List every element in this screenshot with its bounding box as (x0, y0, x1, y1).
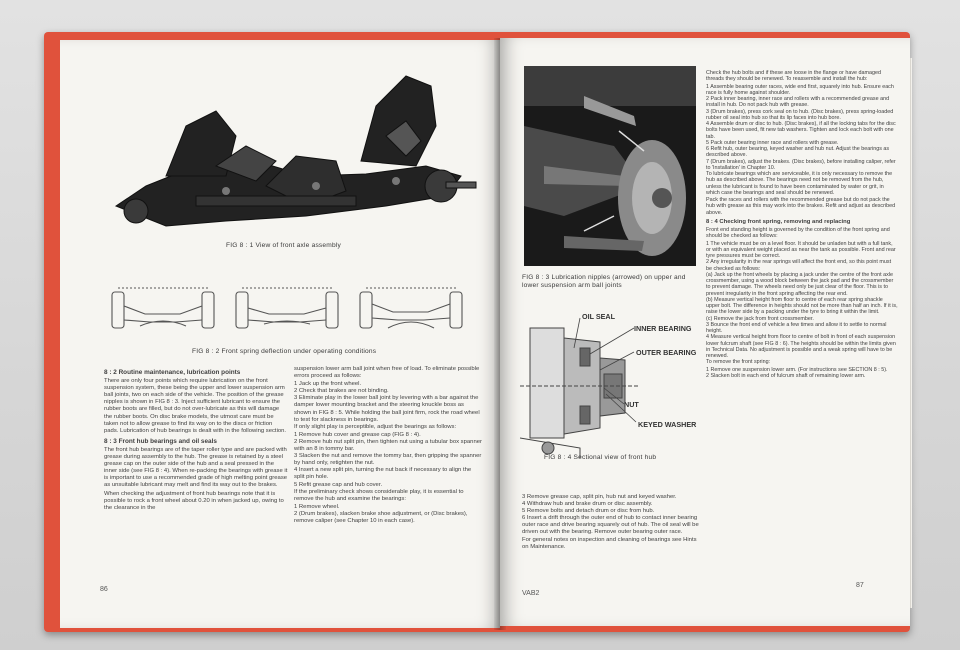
lubricate-paragraph: To lubricate bearings which are serviceable, it is only necessary to remove the hub as described above. The bearings need not be removed from the hub, unless the lubricant is found to have been contaminated by water or grit, in which case the bearings and seal should be renewed. (706, 171, 893, 196)
step-item: 3 Remove grease cap, split pin, hub nut and keyed washer. (522, 494, 677, 500)
step-item: 1 The vehicle must be on a level floor. It should be unladen but with a full tank, or with an equivalent weight placed as near the tank as possible. Front and rear tyre pressures must be correct. (706, 240, 896, 259)
step-item: 5 Refit grease cap and hub cover. (294, 481, 383, 488)
column-2-intro: suspension lower arm ball joint when free of load. To eliminate possible errors proceed as follows: (294, 366, 480, 380)
section-8-4-heading: 8 : 4 Checking front spring, removing and replacing (706, 218, 851, 225)
step-item: 5 Pack outer bearing inner race and rollers with grease. (706, 139, 839, 146)
step-item: 1 Remove wheel. (294, 503, 340, 510)
page-number-left: 86 (100, 586, 108, 593)
step-item: (b) Measure vertical height from floor to centre of each rear spring shackle upper bolt. The difference in heights should not be more than half an inch. If it is, raise the lower side by a packing under the tyre to bring it within the limit. (706, 296, 898, 316)
suspension-photo (524, 66, 696, 266)
section-8-4-text: Front end standing height is governed by the condition of the front spring and should be checked as follows: (706, 227, 890, 240)
step-item: 3 Eliminate play in the lower ball joint by levering with a bar against the damper lower mounting bracket and the steering knuckle boss as shown in FIG 8 : 5. While holding the ball joint firm, rock the road wheel to test for slackness in bearings. (294, 395, 480, 423)
step-item: 4 Assemble drum or disc to hub. (Disc brakes), if all the locking tabs for the disc bolts have been used, fit new tab washers. Tighten and lock each bolt with one tab. (706, 121, 896, 140)
step-item: (c) Remove the jack from front crossmember. (706, 315, 814, 322)
step-item: 2 Check that brakes are not binding. (294, 388, 389, 395)
step-item: 1 Remove one suspension lower arm. (For instructions see SECTION 8 : 5). (706, 366, 888, 373)
step-item: 7 (Drum brakes), adjust the brakes. (Disc brakes), before installing caliper, refer to 'Installation' in Chapter 10. (706, 158, 896, 171)
column-2-mid: If only slight play is perceptible, adjust the bearings as follows: (294, 423, 457, 430)
step-item: 1 Assemble bearing outer races, wide end first, squarely into hub. Ensure each race is fully home against shoulder. (706, 83, 894, 96)
right-page (500, 38, 910, 626)
page-number-right: 87 (856, 582, 864, 589)
step-item: 1 Jack up the front wheel. (294, 381, 362, 388)
step-item: 1 Remove hub cover and grease cap (FIG 8 : 4). (294, 431, 421, 438)
label-nut: NUT (624, 400, 639, 409)
label-inner-bearing: INNER BEARING (634, 324, 692, 333)
step-item: 6 Refit hub, outer bearing, keyed washer and hub nut. Adjust the bearings as described above. (706, 146, 890, 159)
section-8-2-text: There are only four points which require lubrication on the front suspension system, these being the upper and lower suspension arm ball joints, two on each side of the vehicle. The position of the grease nipples is shown in FIG 8 : 3. Inject sufficient lubricant to ensure the rubber boots are filled, but do not over-lubricate as this will damage the rubber boots. On disc brake models, the utmost care must be taken not to allow grease to find its way on to the discs or friction pads. Lubrication of hub bearings is dealt with in the following section. (104, 378, 287, 434)
step-item: 4 Insert a new split pin, turning the nut back if necessary to align the split pin hole. (294, 467, 472, 481)
section-8-3-text: The front hub bearings are of the taper roller type and are packed with grease during assembly to the hub. The grease is retained by a steel grease cap on the outer side of the hub and a seal pressed in the inner side (see FIG 8 : 4). When re-packing the bearings with grease it is important to use a recommended grade of high melting point grease as unsuitable lubricant may melt and find its way out to the brakes. (104, 446, 288, 489)
step-item: 4 Measure vertical height from floor to centre of bolt in front of each suspension lower fulcrum shaft (see FIG 8 : 6). The heights should be within the limits given in Technical Data. No adjustment is possible and a weak spring will have to be renewed. (706, 334, 896, 359)
section-8-3-heading: 8 : 3 Front hub bearings and oil seals (104, 437, 217, 445)
section-8-2-heading: 8 : 2 Routine maintenance, lubrication points (104, 369, 241, 376)
label-leader-lines (570, 308, 650, 428)
fig4-caption: FIG 8 : 4 Sectional view of front hub (544, 454, 657, 461)
step-item: 3 (Drum brakes), press cork seal on to hub. (Disc brakes), press spring-loaded rubber oil seal into hub so that its lip faces into hub bore. (706, 108, 894, 121)
section-8-3-text-2: When checking the adjustment of front hub bearings note that it is possible to rock a front wheel about 0.20 in when jacked up, owing to the clearance in the (104, 490, 284, 511)
label-oil-seal: OIL SEAL (582, 312, 616, 321)
maintenance-note: For general notes on inspection and cleaning of bearings see Hints on Maintenance. (522, 536, 697, 550)
right-bottom-steps (522, 494, 700, 552)
step-item: 2 Remove hub nut split pin, then tighten nut using a tubular box spanner with an 8 in tommy bar. (294, 438, 482, 453)
reassemble-intro: Check the hub bolts and if these are loose in the flange or have damaged threads they should be renewed. To reassemble and install the hub: (706, 70, 882, 83)
spring-deflection-diagrams (110, 286, 480, 340)
left-column-1 (104, 366, 288, 513)
step-item: 5 Remove bolts and detach drum or disc from hub. (522, 508, 655, 515)
fig3-caption: FIG 8 : 3 Lubrication nipples (arrowed) on upper and lower suspension arm ball joints (522, 274, 686, 289)
right-column (706, 70, 898, 379)
fig2-caption: FIG 8 : 2 Front spring deflection under operating conditions (192, 348, 377, 355)
step-item: 2 (Drum brakes), slacken brake shoe adjustment, or (Disc brakes), remove caliper (see Chapter 10 in each case). (294, 510, 468, 524)
column-2-after: If the preliminary check shows considerable play, it is essential to remove the hub and examine the bearings: (294, 488, 464, 502)
fig1-caption: FIG 8 : 1 View of front axle assembly (226, 242, 342, 249)
label-keyed-washer: KEYED WASHER (638, 420, 697, 429)
pack-paragraph: Pack the races and rollers with the recommended grease but do not pack the hub with grease as this may work into the brakes. Refit and adjust as described above. (706, 197, 896, 216)
step-item: 3 Bounce the front end of vehicle a few times and allow it to settle to normal height. (706, 321, 887, 334)
step-item: (a) Jack up the front wheels by placing a jack under the centre of the front axle crossmember, using a wood block between the jack pad and the crossmember to prevent damage. The wheels need only be just clear of the floor. This is to prevent irregularity in the front spring affecting the rear end. (706, 271, 894, 297)
label-outer-bearing: OUTER BEARING (636, 348, 697, 357)
remove-spring-intro: To remove the front spring: (706, 359, 771, 366)
step-item: 2 Any irregularity in the rear springs will affect the front end, so this point must be checked as follows: (706, 259, 892, 272)
step-item: 2 Pack inner bearing, inner race and rollers with a recommended grease and install in hub. Do not pack hub with grease. (706, 96, 890, 109)
footer-code: VAB2 (522, 590, 540, 597)
left-column-2 (294, 366, 482, 525)
step-item: 6 Insert a drift through the outer end of hub to contact inner bearing outer race and drive bearing squarely out of hub. The oil seal will be driven out with the bearing. Remove outer bearing outer race. (522, 515, 699, 536)
step-item: 2 Slacken bolt in each end of fulcrum shaft of remaining lower arm. (706, 372, 866, 379)
step-item: 4 Withdraw hub and brake drum or disc assembly. (522, 501, 653, 508)
front-axle-assembly-photo (106, 66, 486, 242)
step-item: 3 Slacken the nut and remove the tommy bar, then gripping the spanner by hand only, retighten the nut. (294, 453, 482, 467)
left-page (60, 40, 500, 628)
